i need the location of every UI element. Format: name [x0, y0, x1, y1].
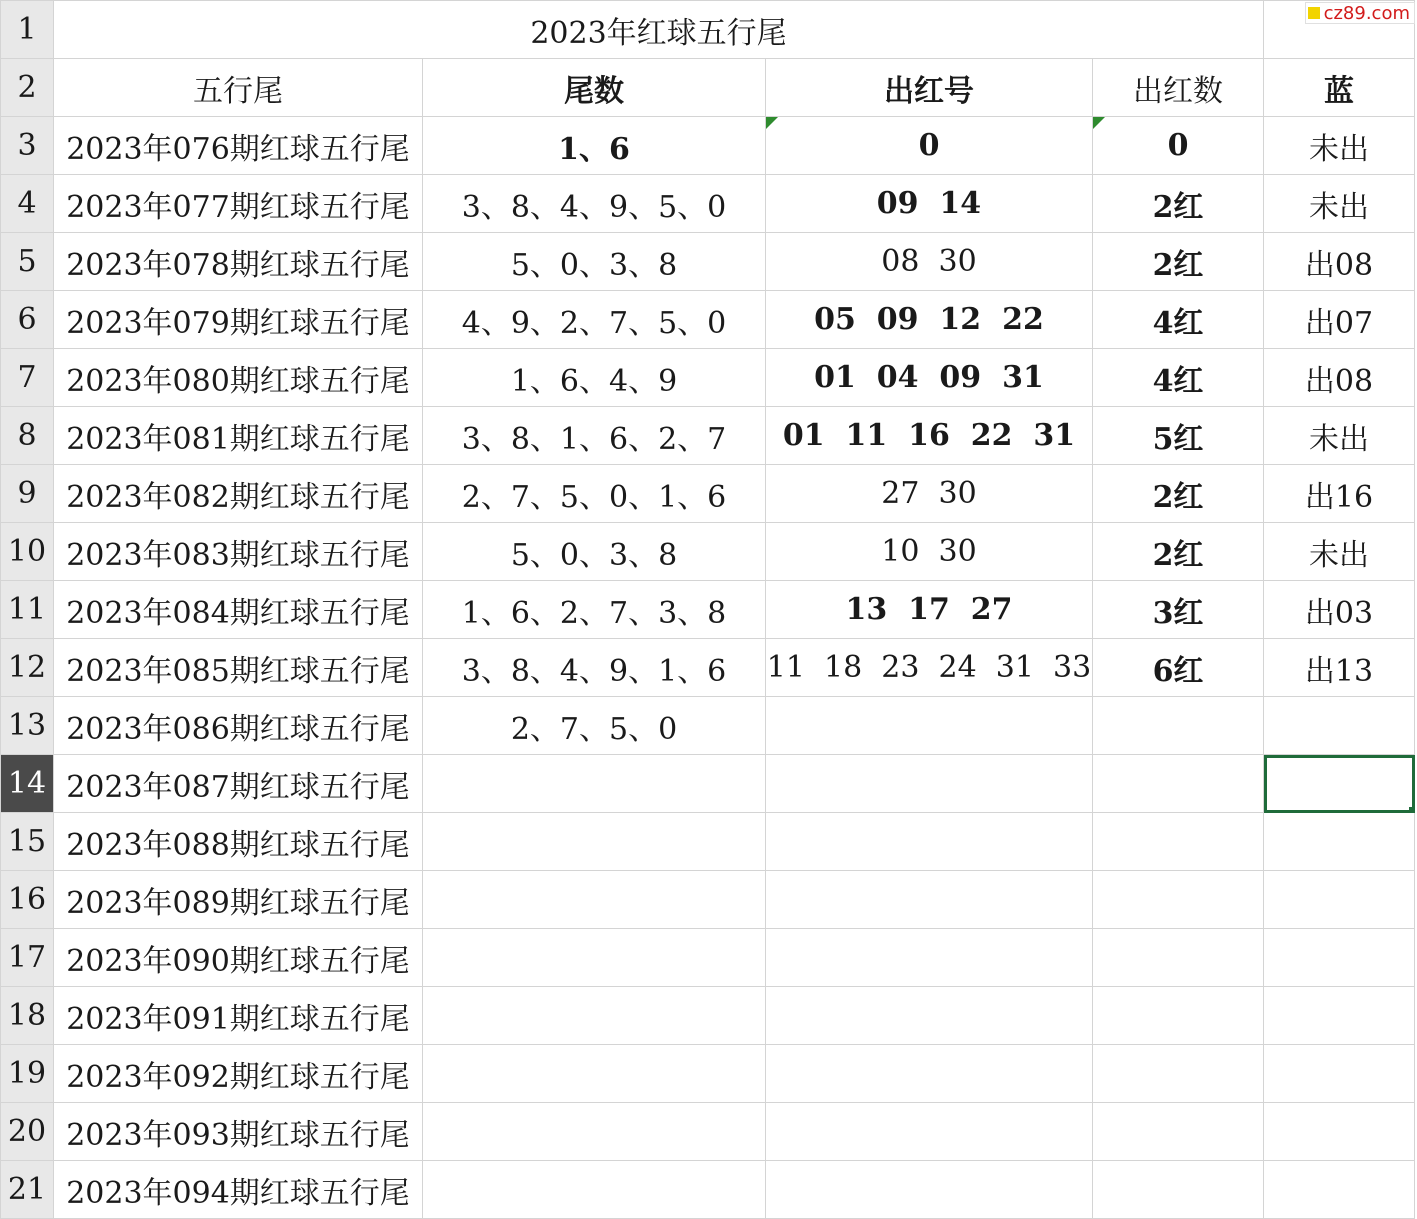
- cell-red-balls[interactable]: 01 11 16 22 31: [766, 407, 1093, 465]
- cell-issue[interactable]: 2023年082期红球五行尾: [54, 465, 423, 523]
- row-header[interactable]: 4: [1, 175, 54, 233]
- cell-issue[interactable]: 2023年085期红球五行尾: [54, 639, 423, 697]
- cell-tails[interactable]: 1、6: [423, 117, 766, 175]
- cell-red-balls[interactable]: [766, 813, 1093, 871]
- cell-tails[interactable]: [423, 755, 766, 813]
- row-header[interactable]: 2: [1, 59, 54, 117]
- row-header[interactable]: 9: [1, 465, 54, 523]
- sheet-title[interactable]: 2023年红球五行尾: [54, 1, 1264, 59]
- cell-blue-ball[interactable]: 出08: [1264, 349, 1415, 407]
- cell-red-balls[interactable]: 13 17 27: [766, 581, 1093, 639]
- cell-tails[interactable]: 5、0、3、8: [423, 523, 766, 581]
- cell-blue-ball[interactable]: [1264, 987, 1415, 1045]
- cell-red-balls[interactable]: 08 30: [766, 233, 1093, 291]
- header-tail-numbers[interactable]: 尾数: [423, 59, 766, 117]
- header-row: [1, 59, 1415, 117]
- row-header[interactable]: 21: [1, 1161, 54, 1219]
- cell-blue-ball[interactable]: [1264, 929, 1415, 987]
- row-header[interactable]: 11: [1, 581, 54, 639]
- row-header[interactable]: 14: [1, 755, 54, 813]
- cell-issue[interactable]: 2023年078期红球五行尾: [54, 233, 423, 291]
- cell-red-count[interactable]: 2红: [1093, 465, 1264, 523]
- cell-blue-ball[interactable]: [1264, 1103, 1415, 1161]
- cell-blue-ball[interactable]: 出16: [1264, 465, 1415, 523]
- watermark-text: cz89.com: [1323, 2, 1410, 24]
- data-row: [1, 929, 1415, 987]
- row-header[interactable]: 15: [1, 813, 54, 871]
- cell-issue[interactable]: 2023年081期红球五行尾: [54, 407, 423, 465]
- cell-red-count[interactable]: [1093, 1103, 1264, 1161]
- header-wuxing-tail[interactable]: 五行尾: [54, 59, 423, 117]
- cell-red-count[interactable]: 2红: [1093, 233, 1264, 291]
- cell-blue-ball[interactable]: [1264, 871, 1415, 929]
- cell-red-balls[interactable]: 05 09 12 22: [766, 291, 1093, 349]
- cell-red-count[interactable]: [1093, 697, 1264, 755]
- data-row: [1, 523, 1415, 581]
- cell-tails[interactable]: 4、9、2、7、5、0: [423, 291, 766, 349]
- cell-red-count[interactable]: 0: [1093, 117, 1264, 175]
- cell-tails[interactable]: [423, 1161, 766, 1219]
- cell-red-count[interactable]: 6红: [1093, 639, 1264, 697]
- cell-issue[interactable]: 2023年083期红球五行尾: [54, 523, 423, 581]
- cell-red-balls[interactable]: 27 30: [766, 465, 1093, 523]
- cell-blue-ball[interactable]: 出03: [1264, 581, 1415, 639]
- cell-issue[interactable]: 2023年086期红球五行尾: [54, 697, 423, 755]
- data-row: [1, 465, 1415, 523]
- cell-tails[interactable]: 3、8、4、9、5、0: [423, 175, 766, 233]
- cell-blue-ball[interactable]: 未出: [1264, 523, 1415, 581]
- row-header[interactable]: 13: [1, 697, 54, 755]
- cell-red-balls[interactable]: [766, 755, 1093, 813]
- cell-tails[interactable]: [423, 1103, 766, 1161]
- cell-tails[interactable]: [423, 871, 766, 929]
- cell-tails[interactable]: 1、6、2、7、3、8: [423, 581, 766, 639]
- cell-blue-ball[interactable]: 出13: [1264, 639, 1415, 697]
- cell-issue[interactable]: 2023年088期红球五行尾: [54, 813, 423, 871]
- cell-red-count[interactable]: 2红: [1093, 523, 1264, 581]
- data-row: [1, 697, 1415, 755]
- cell-issue[interactable]: 2023年080期红球五行尾: [54, 349, 423, 407]
- cell-blue-ball[interactable]: 未出: [1264, 175, 1415, 233]
- data-row: [1, 1103, 1415, 1161]
- data-row: [1, 1045, 1415, 1103]
- cell-blue-ball[interactable]: 未出: [1264, 117, 1415, 175]
- cell-tails[interactable]: 3、8、1、6、2、7: [423, 407, 766, 465]
- fill-handle[interactable]: [1409, 807, 1415, 813]
- cell-issue[interactable]: 2023年089期红球五行尾: [54, 871, 423, 929]
- title-row: [1, 1, 1415, 59]
- cell-red-count[interactable]: [1093, 929, 1264, 987]
- cell-red-balls[interactable]: [766, 929, 1093, 987]
- cell-red-balls[interactable]: [766, 697, 1093, 755]
- cell-red-balls[interactable]: [766, 1103, 1093, 1161]
- cell-tails[interactable]: [423, 813, 766, 871]
- row-header[interactable]: 12: [1, 639, 54, 697]
- data-row: [1, 175, 1415, 233]
- data-row: [1, 755, 1415, 813]
- cell-tails[interactable]: 3、8、4、9、1、6: [423, 639, 766, 697]
- cell-red-balls[interactable]: [766, 1045, 1093, 1103]
- data-row: [1, 117, 1415, 175]
- cell-red-balls[interactable]: 11 18 23 24 31 33: [766, 639, 1093, 697]
- cell-red-count[interactable]: [1093, 755, 1264, 813]
- cell-blue-ball[interactable]: 出07: [1264, 291, 1415, 349]
- cell-blue-ball[interactable]: [1264, 813, 1415, 871]
- cell-red-balls[interactable]: 09 14: [766, 175, 1093, 233]
- cell-red-count[interactable]: [1093, 813, 1264, 871]
- cell-blue-ball[interactable]: [1264, 1045, 1415, 1103]
- row-header[interactable]: 8: [1, 407, 54, 465]
- cell-tails[interactable]: [423, 929, 766, 987]
- cell-red-balls[interactable]: [766, 1161, 1093, 1219]
- row-header[interactable]: 1: [1, 1, 54, 59]
- cell-red-count[interactable]: 4红: [1093, 291, 1264, 349]
- cell-red-count[interactable]: [1093, 871, 1264, 929]
- row-header[interactable]: 10: [1, 523, 54, 581]
- cell-issue[interactable]: 2023年092期红球五行尾: [54, 1045, 423, 1103]
- data-row: [1, 639, 1415, 697]
- cell-red-count[interactable]: [1093, 987, 1264, 1045]
- data-row: [1, 1161, 1415, 1219]
- cell-red-balls[interactable]: [766, 987, 1093, 1045]
- header-blue-ball[interactable]: 蓝: [1264, 59, 1415, 117]
- row-header[interactable]: 17: [1, 929, 54, 987]
- header-red-balls[interactable]: 出红号: [766, 59, 1093, 117]
- cell-red-balls[interactable]: [766, 871, 1093, 929]
- row-header[interactable]: 6: [1, 291, 54, 349]
- sheet-body: [1, 1, 1415, 1219]
- row-header[interactable]: 7: [1, 349, 54, 407]
- cell-tails[interactable]: 2、7、5、0、1、6: [423, 465, 766, 523]
- cell-red-count[interactable]: [1093, 1045, 1264, 1103]
- data-row: [1, 987, 1415, 1045]
- cell-blue-ball[interactable]: 未出: [1264, 407, 1415, 465]
- cell-issue[interactable]: 2023年093期红球五行尾: [54, 1103, 423, 1161]
- data-row: [1, 581, 1415, 639]
- data-row: [1, 349, 1415, 407]
- cell-issue[interactable]: 2023年076期红球五行尾: [54, 117, 423, 175]
- cell-tails[interactable]: [423, 987, 766, 1045]
- cell-red-count[interactable]: [1093, 1161, 1264, 1219]
- data-row: [1, 407, 1415, 465]
- cell-red-balls[interactable]: 0: [766, 117, 1093, 175]
- row-header[interactable]: 19: [1, 1045, 54, 1103]
- cell-red-count[interactable]: 3红: [1093, 581, 1264, 639]
- row-header[interactable]: 18: [1, 987, 54, 1045]
- data-row: [1, 233, 1415, 291]
- cell-blue-ball[interactable]: [1264, 697, 1415, 755]
- cell-issue[interactable]: 2023年079期红球五行尾: [54, 291, 423, 349]
- data-row: [1, 871, 1415, 929]
- cell-red-count[interactable]: 2红: [1093, 175, 1264, 233]
- cell-red-count[interactable]: 5红: [1093, 407, 1264, 465]
- selected-cell[interactable]: [1264, 755, 1415, 813]
- cell-tails[interactable]: [423, 1045, 766, 1103]
- watermark-square-icon: [1308, 7, 1320, 19]
- data-row: [1, 813, 1415, 871]
- header-red-count[interactable]: 出红数: [1093, 59, 1264, 117]
- cell-issue[interactable]: 2023年077期红球五行尾: [54, 175, 423, 233]
- cell-issue[interactable]: 2023年084期红球五行尾: [54, 581, 423, 639]
- row-header[interactable]: 3: [1, 117, 54, 175]
- cell-red-balls[interactable]: 01 04 09 31: [766, 349, 1093, 407]
- cell-issue[interactable]: 2023年091期红球五行尾: [54, 987, 423, 1045]
- cell-issue[interactable]: 2023年094期红球五行尾: [54, 1161, 423, 1219]
- row-header[interactable]: 16: [1, 871, 54, 929]
- row-header[interactable]: 5: [1, 233, 54, 291]
- data-row: [1, 291, 1415, 349]
- cell-red-balls[interactable]: 10 30: [766, 523, 1093, 581]
- cell-issue[interactable]: 2023年090期红球五行尾: [54, 929, 423, 987]
- site-watermark: [1305, 2, 1415, 24]
- cell-issue[interactable]: 2023年087期红球五行尾: [54, 755, 423, 813]
- cell-blue-ball[interactable]: [1264, 1161, 1415, 1219]
- cell-blue-ball[interactable]: 出08: [1264, 233, 1415, 291]
- cell-red-count[interactable]: 4红: [1093, 349, 1264, 407]
- cell-tails[interactable]: 2、7、5、0: [423, 697, 766, 755]
- cell-tails[interactable]: 5、0、3、8: [423, 233, 766, 291]
- row-header[interactable]: 20: [1, 1103, 54, 1161]
- cell-tails[interactable]: 1、6、4、9: [423, 349, 766, 407]
